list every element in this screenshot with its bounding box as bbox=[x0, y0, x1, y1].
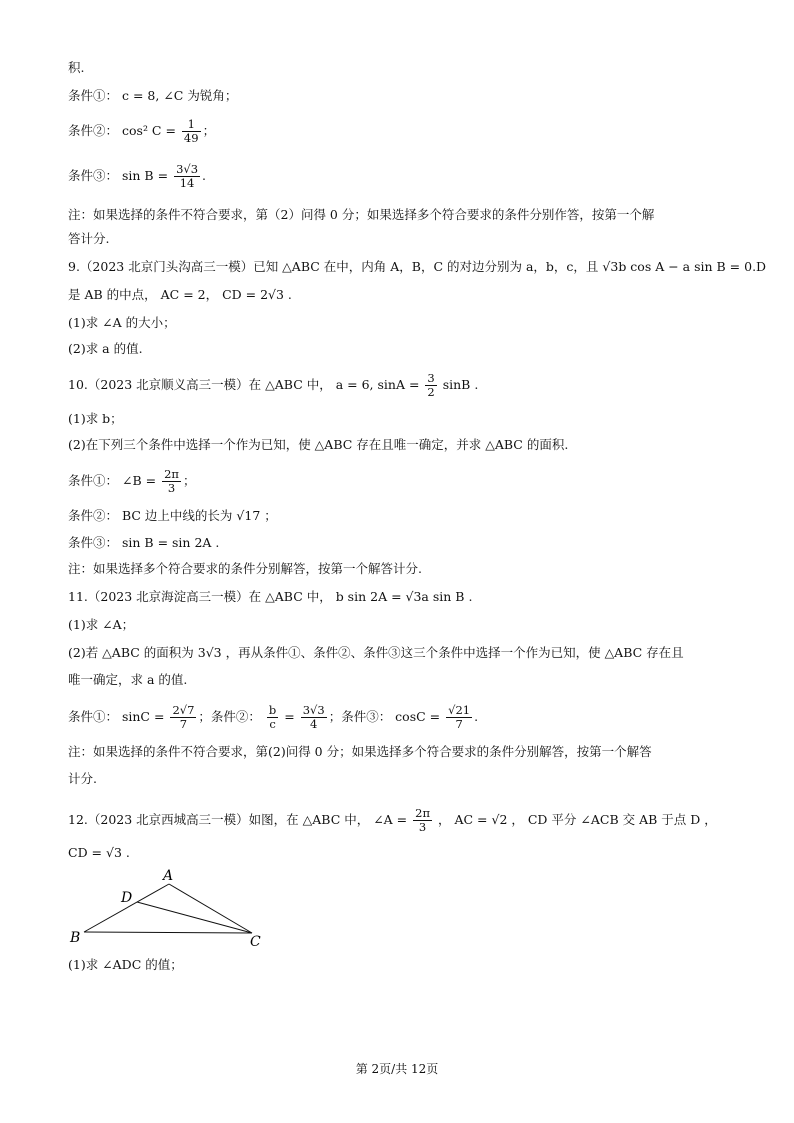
vertex-label-d: D bbox=[121, 890, 133, 906]
q8-condition-2: 条件②： cos² C = $\frac{1}{49}$ ； bbox=[68, 117, 216, 145]
q9-stem-line-2: 是 AB 的中点， AC = 2， CD = 2√3 . bbox=[68, 287, 292, 302]
q11-part-1: (1)求 ∠A； bbox=[68, 617, 135, 632]
segment-cd bbox=[137, 902, 252, 933]
q11-stem: 11.（2023 北京海淀高三一模）在 △ABC 中， b sin 2A = √3a sin B . bbox=[68, 589, 473, 604]
q10-condition-2: 条件②： BC 边上中线的长为 √17 ； bbox=[68, 508, 277, 523]
q10-condition-3: 条件③： sin B = sin 2A . bbox=[68, 535, 220, 550]
q11-note-line-2: 计分. bbox=[68, 771, 97, 786]
vertex-label-b: B bbox=[70, 930, 81, 946]
continued-text: 积. bbox=[68, 60, 85, 75]
q12-stem-line-2: CD = √3 . bbox=[68, 845, 130, 860]
fraction: $\frac{1}{49}$ bbox=[183, 117, 199, 145]
q8-note-line-1: 注：如果选择的条件不符合要求，第（2）问得 0 分；如果选择多个符合要求的条件分别作答，按第一个解 bbox=[68, 207, 655, 222]
fraction: $\frac{√21}{7}$ bbox=[448, 703, 471, 731]
page-footer: 第 2页/共 12页 bbox=[355, 1062, 439, 1076]
q11-part-2-line-2: 唯一确定，求 a 的值. bbox=[68, 672, 188, 687]
q10-part-1: (1)求 b； bbox=[68, 411, 123, 426]
q10-stem: 10.（2023 北京顺义高三一模）在 △ABC 中， a = 6, sinA = $\frac{3}{2}$ sinB . bbox=[68, 371, 479, 399]
q11-part-2-line-1: (2)若 △ABC 的面积为 3√3 ，再从条件①、条件②、条件③这三个条件中选择一个作为已知，使 △ABC 存在且 bbox=[68, 645, 684, 660]
fraction: $\frac{b}{c}$ bbox=[268, 703, 277, 731]
q9-part-1: (1)求 ∠A 的大小； bbox=[68, 315, 176, 330]
q11-note-line-1: 注：如果选择的条件不符合要求，第(2)问得 0 分；如果选择多个符合要求的条件分别解答，按第一个解答 bbox=[68, 744, 652, 759]
segment-bc bbox=[84, 932, 252, 933]
fraction: $\frac{2\pi}{3}$ bbox=[164, 467, 179, 495]
fraction: $\frac{2\pi}{3}$ bbox=[415, 806, 431, 834]
fraction: $\frac{2√7}{7}$ bbox=[172, 703, 195, 731]
q8-condition-3: 条件③： sin B = $\frac{3√3}{14}$ . bbox=[68, 162, 207, 190]
vertex-label-c: C bbox=[250, 934, 261, 950]
fraction: $\frac{3√3}{14}$ bbox=[176, 162, 199, 190]
q10-part-2: (2)在下列三个条件中选择一个作为已知，使 △ABC 存在且唯一确定，并求 △ABC 的面积. bbox=[68, 437, 569, 452]
q9-stem-line-1: 9.（2023 北京门头沟高三一模）已知 △ABC 在中，内角 A，B，C 的对边分别为 a，b，c，且 √3b cos A − a sin B = 0.D bbox=[68, 259, 767, 274]
q10-note: 注：如果选择多个符合要求的条件分别解答，按第一个解答计分. bbox=[68, 561, 422, 576]
q11-conditions: 条件①： sinC = $\frac{2√7}{7}$ ；条件②： $\frac{b}{c}$ = $\frac{3√3}{4}$ ；条件③： cosC = $\frac{√21}{7}$ . bbox=[68, 703, 479, 731]
fraction: $\frac{3√3}{4}$ bbox=[302, 703, 325, 731]
q8-condition-1: 条件①： c = 8, ∠C 为锐角； bbox=[68, 88, 238, 103]
vertex-label-a: A bbox=[163, 868, 174, 884]
q9-part-2: (2)求 a 的值. bbox=[68, 341, 143, 356]
segment-ac bbox=[169, 884, 252, 933]
q12-stem-line-1: 12.（2023 北京西城高三一模）如图，在 △ABC 中， ∠A = $\frac{2\pi}{3}$ ， AC = √2 ， CD 平分 ∠ACB 交 AB 于点 D ， bbox=[68, 806, 717, 834]
q12-part-1: (1)求 ∠ADC 的值； bbox=[68, 957, 183, 972]
q8-note-line-2: 答计分. bbox=[68, 231, 110, 246]
q10-condition-1: 条件①： ∠B = $\frac{2\pi}{3}$ ； bbox=[68, 467, 196, 495]
triangle-figure bbox=[64, 862, 274, 952]
fraction: $\frac{3}{2}$ bbox=[427, 371, 435, 399]
